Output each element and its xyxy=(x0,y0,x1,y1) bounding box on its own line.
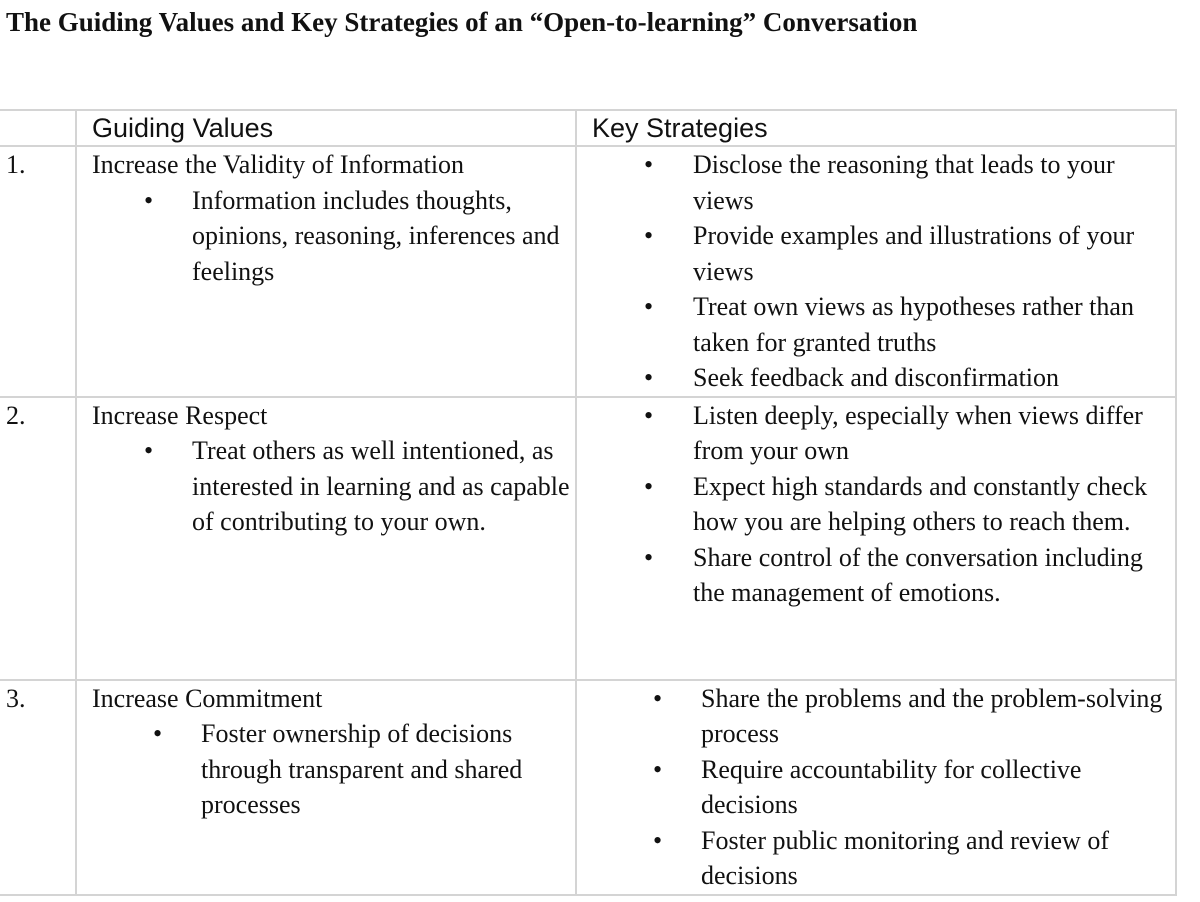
guiding-value-bullets xyxy=(92,716,571,823)
strategy-list xyxy=(577,681,1167,894)
guiding-value-heading: Increase Respect xyxy=(92,400,268,430)
values-strategies-table xyxy=(0,109,1177,896)
bullet-icon: • xyxy=(644,221,654,250)
guiding-value-heading: Increase the Validity of Information xyxy=(92,150,465,179)
bullet-icon: • xyxy=(644,542,654,572)
list-item-text: Disclose the reasoning that leads to your views xyxy=(693,150,1115,215)
list-item xyxy=(577,469,1167,540)
table-row xyxy=(0,680,1176,895)
list-item xyxy=(577,540,1167,611)
list-item xyxy=(577,752,1167,823)
key-strategies-cell xyxy=(576,397,1176,680)
bullet-icon: • xyxy=(644,400,654,430)
row-number: 2. xyxy=(0,397,76,680)
strategy-list xyxy=(577,147,1167,396)
list-item xyxy=(577,398,1167,469)
table-header-row xyxy=(0,110,1176,146)
bullet-icon: • xyxy=(644,363,654,392)
list-item-text: Listen deeply, especially when views differ from your own xyxy=(693,400,1143,465)
list-item-text: Share control of the conversation including the management of emotions. xyxy=(693,542,1143,607)
row-number: 1. xyxy=(0,146,76,397)
list-item-text: Expect high standards and constantly check how you are helping others to reach them. xyxy=(693,471,1148,536)
bullet-icon: • xyxy=(644,150,654,179)
bullet-icon: • xyxy=(653,754,663,784)
list-item-text: Foster public monitoring and review of decisions xyxy=(701,825,1109,890)
list-item-text: Share the problems and the problem-solving process xyxy=(701,683,1163,748)
guiding-value-cell xyxy=(76,680,576,895)
document-title: The Guiding Values and Key Strategies of an “Open-to-learning” Conversation xyxy=(6,7,918,37)
table-row xyxy=(0,397,1176,680)
guiding-value-bullets xyxy=(92,183,571,290)
list-item-text: Seek feedback and disconfirmation xyxy=(693,363,1060,392)
guiding-value-cell xyxy=(76,146,576,397)
guiding-value-bullets xyxy=(92,433,571,540)
list-item-text: Require accountability for collective decisions xyxy=(701,754,1082,819)
bullet-icon: • xyxy=(153,719,163,748)
list-item xyxy=(92,433,571,540)
list-item-text: Information includes thoughts, opinions, reasoning, inferences and feelings xyxy=(192,185,560,286)
list-item xyxy=(577,681,1167,752)
guiding-value-cell xyxy=(76,397,576,680)
header-guiding-values: Guiding Values xyxy=(76,110,576,146)
bullet-icon: • xyxy=(644,471,654,501)
list-item xyxy=(577,823,1167,894)
header-key-strategies: Key Strategies xyxy=(576,110,1176,146)
guiding-value-heading: Increase Commitment xyxy=(92,683,323,713)
bullet-icon: • xyxy=(653,825,663,855)
list-item-text: Provide examples and illustrations of your views xyxy=(693,221,1135,286)
list-item-text: Treat own views as hypotheses rather than taken for granted truths xyxy=(693,292,1134,357)
header-number xyxy=(0,110,76,146)
list-item xyxy=(577,360,1167,396)
bullet-icon: • xyxy=(644,292,654,321)
strategy-list xyxy=(577,398,1167,611)
list-item xyxy=(92,183,571,290)
table-row xyxy=(0,146,1176,397)
list-item xyxy=(577,218,1167,289)
list-item xyxy=(92,716,571,823)
list-item xyxy=(577,289,1167,360)
list-item-text: Treat others as well intentioned, as interested in learning and as capable of contributing to your own. xyxy=(192,436,570,536)
bullet-icon: • xyxy=(144,185,154,215)
key-strategies-cell xyxy=(576,680,1176,895)
bullet-icon: • xyxy=(653,683,663,713)
list-item xyxy=(577,147,1167,218)
row-number: 3. xyxy=(0,680,76,895)
list-item-text: Foster ownership of decisions through transparent and shared processes xyxy=(201,719,523,819)
bullet-icon: • xyxy=(144,436,154,465)
key-strategies-cell xyxy=(576,146,1176,397)
